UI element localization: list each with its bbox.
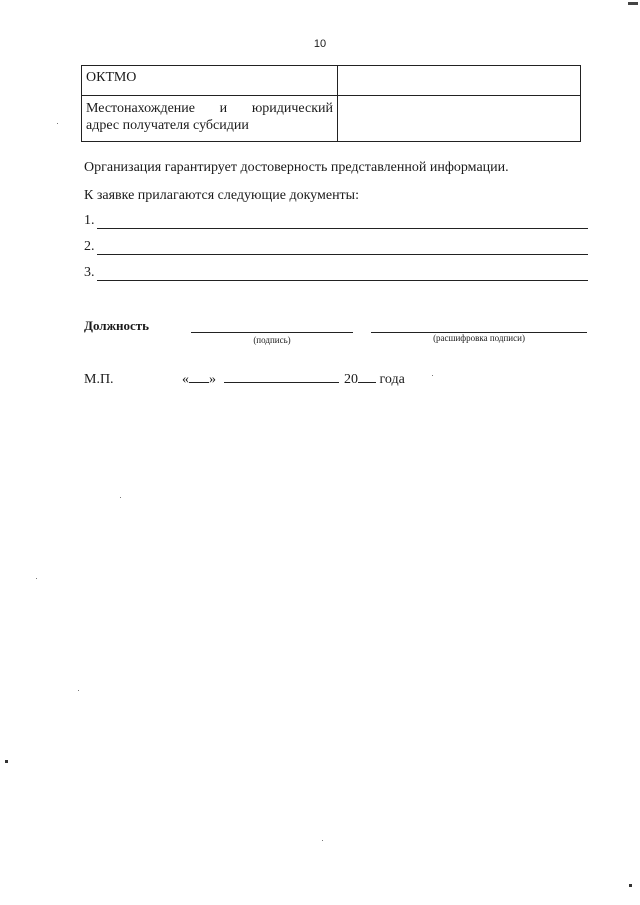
position-label: Должность	[84, 318, 150, 333]
day-blank[interactable]	[189, 382, 209, 383]
scan-speck	[322, 840, 323, 841]
address-label-line2: адрес получателя субсидии	[86, 118, 249, 133]
signature-line[interactable]	[191, 332, 353, 333]
scan-speck	[36, 578, 37, 579]
address-label-line1: Местонахождение и юридический	[86, 101, 333, 116]
attachment-blank	[97, 216, 589, 229]
table-row	[82, 96, 581, 142]
attachment-number: 1.	[84, 213, 95, 228]
scan-speck	[629, 884, 632, 887]
attachment-number: 2.	[84, 239, 95, 254]
attachment-blank	[97, 268, 589, 281]
year-blank[interactable]	[358, 382, 376, 383]
attachment-line-2[interactable]	[84, 239, 588, 255]
table-row	[82, 66, 581, 96]
oktmo-value[interactable]	[338, 66, 581, 96]
scan-speck	[628, 2, 638, 5]
attachment-line-3[interactable]	[84, 265, 588, 281]
scan-speck	[78, 690, 79, 691]
scan-speck	[432, 375, 433, 376]
recipient-info-table	[81, 65, 581, 142]
date-close-quote: »	[209, 372, 216, 387]
signature-caption: (подпись)	[253, 335, 291, 345]
date-field[interactable]	[182, 372, 405, 388]
date-open-quote: «	[182, 372, 189, 387]
guarantee-statement: Организация гарантирует достоверность представленной информации.	[84, 160, 509, 175]
oktmo-label: ОКТМО	[82, 66, 338, 96]
year-suffix: года	[379, 372, 405, 387]
scan-speck	[5, 760, 8, 763]
attachment-line-1[interactable]	[84, 213, 588, 229]
scan-speck	[57, 123, 58, 124]
address-label	[82, 96, 338, 142]
decipher-caption: (расшифровка подписи)	[433, 333, 525, 343]
attachment-blank	[97, 242, 589, 255]
year-prefix: 20	[344, 372, 358, 387]
month-blank[interactable]	[224, 382, 339, 383]
scan-speck	[120, 497, 121, 498]
page-number: 10	[313, 38, 327, 50]
address-value[interactable]	[338, 96, 581, 142]
attachments-intro: К заявке прилагаются следующие документы:	[84, 188, 359, 203]
stamp-label: М.П.	[84, 372, 114, 387]
attachment-number: 3.	[84, 265, 95, 280]
